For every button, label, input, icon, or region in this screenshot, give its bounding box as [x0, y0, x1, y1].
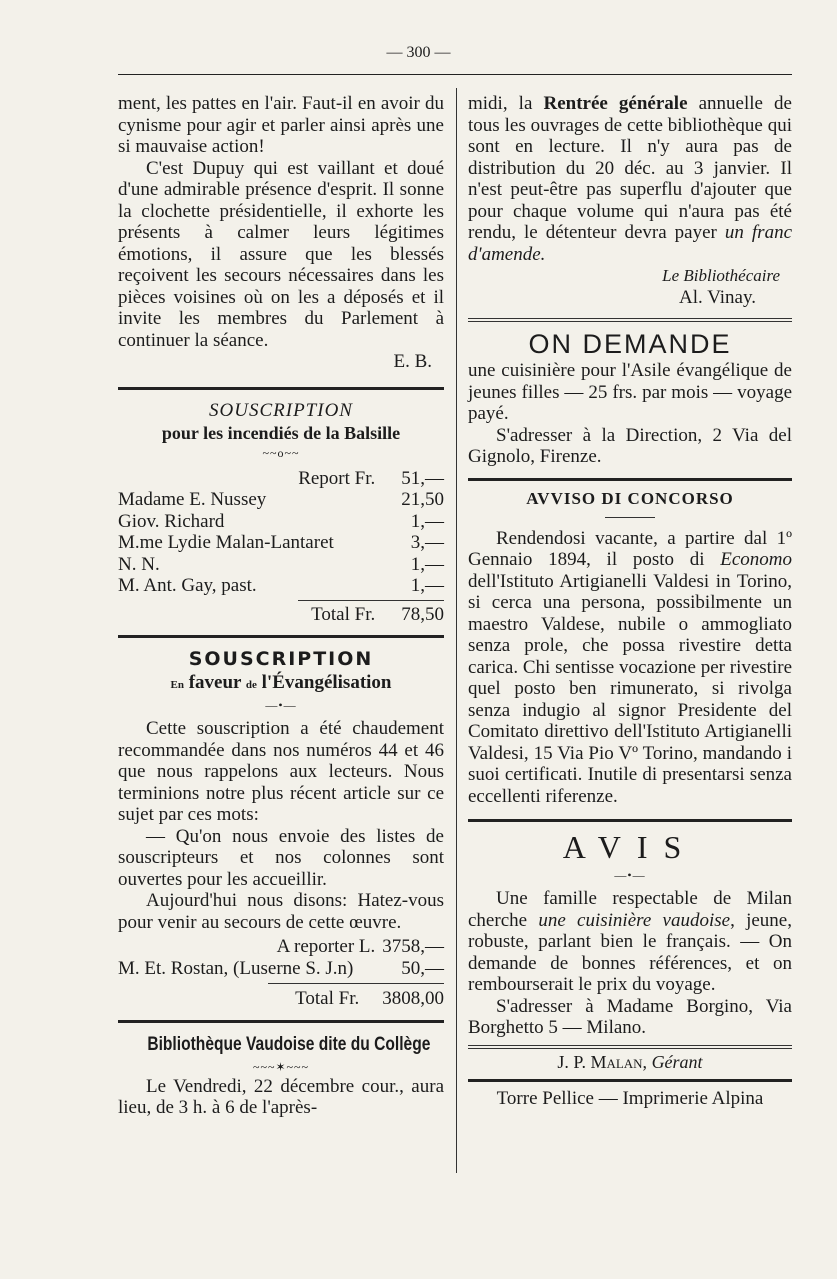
subscription-balsille [118, 400, 444, 626]
subscription-evangelisation [118, 646, 444, 1010]
report-label: A reporter L. [276, 936, 376, 957]
on-demande-text-2: S'adresser à la Direction, 2 Via del Gignolo, Firenze. [468, 424, 792, 467]
imprint: Torre Pellice — Imprimerie Alpina [496, 1088, 764, 1109]
report-value: 51,— [401, 467, 444, 489]
on-demande-title: ON DEMANDE [528, 329, 732, 359]
subscription-evangelisation-title: SOUSCRIPTION [188, 648, 374, 670]
subscription-evangelisation-subtitle [118, 672, 444, 696]
avis-notice [468, 828, 792, 1039]
total-label: Total Fr. [295, 988, 360, 1009]
donor-name: M.me Lydie Malan-Lantaret [118, 532, 334, 553]
subtitle-evangelisation: l'Évangélisation [261, 672, 392, 693]
avis-title: AVIS [562, 829, 698, 865]
avviso-text [468, 528, 792, 808]
gerant-name: J. P. Malan, [557, 1051, 648, 1072]
donor-list [118, 489, 444, 597]
left-column [118, 90, 444, 1119]
avviso-text-start: Rendendosi vacante, a partire dal 1º Gennaio 1894, il posto di [468, 527, 792, 570]
avviso-notice [468, 487, 792, 808]
donor-row [118, 532, 444, 554]
report-row [118, 936, 444, 958]
avviso-text-body: dell'Istituto Artigianelli Valdesi in Torino, si cerca una persona, possibilmente un maestro Valdese, nubile o ammogliato senza prole, che possa rivestire detta carica. Chi sentisse vocazione per rivestire quel posto ben rimunerato, si rivolga senza indugio al signor Presidente del Comitato direttivo dell'Istituto Artigianelli Valdesi, 15 Via Pio Vº Torino, mandando i suoi certificati. Inutile di presentarsi senza eccellenti riferenze. [468, 570, 792, 807]
donor-row [118, 554, 444, 576]
right-paragraph-1 [468, 93, 792, 265]
gerant-title: Gérant [651, 1051, 703, 1072]
ornament-divider: ~~o~~ [262, 445, 300, 460]
avis-text-2: S'adresser à Madame Borgino, Via Borghetto 5 — Milano. [468, 995, 792, 1038]
donor-name: M. Et. Rostan, (Luserne S. J.n) [118, 957, 354, 979]
divider-rule [468, 318, 792, 322]
para-bold: Rentrée générale [543, 93, 688, 114]
total-row [118, 988, 444, 1010]
para-body: annuelle de tous les ouvrages de cette bibliothèque qui sont en lecture. Il n'y aura pas de distribution du 20 déc. au 3 janvier. Il n'est peut-être pas superflu d'ajouter que pour chaque volume qui n'aura pas été rendu, le détenteur devra payer [468, 93, 792, 243]
librarian-title: Le Bibliothécaire [662, 266, 780, 285]
donor-row [118, 511, 444, 533]
donor-name: Giov. Richard [118, 510, 225, 532]
donor-row [118, 489, 444, 511]
ornament-divider: —•— [614, 868, 646, 882]
on-demande-text-1: une cuisinière pour l'Asile évangélique de jeunes filles — 25 frs. par mois — voyage payé. [468, 360, 792, 424]
donor-name: M. Ant. Gay, past. [118, 575, 257, 596]
total-label: Total Fr. [311, 603, 376, 625]
on-demande-notice [468, 328, 792, 468]
report-value: 3758,— [382, 936, 444, 957]
donor-amount: 3,— [410, 532, 444, 553]
subtitle-en: En [170, 679, 184, 691]
donor-row [118, 575, 444, 597]
divider-rule [468, 478, 792, 481]
divider-rule [118, 1020, 444, 1023]
donor-amount: 1,— [410, 575, 444, 596]
subtitle-faveur: faveur [188, 672, 242, 693]
evangelisation-paragraph-2: — Qu'on nous envoie des listes de souscripteurs et nos colonnes sont ouvertes pour les accueillir. [118, 825, 444, 890]
subscription-balsille-title: SOUSCRIPTION [209, 399, 353, 421]
para-italic: un franc d'amende. [468, 222, 792, 265]
report-label: Report Fr. [298, 467, 376, 489]
bibliotheque-title: Bibliothèque Vaudoise dite du Collège [147, 1033, 431, 1055]
bibliotheque-notice [118, 1033, 444, 1119]
sum-rule [298, 600, 444, 601]
avis-text-start: Une famille respectable de Milan cherche [468, 888, 792, 931]
avis-text-italic: une cuisinière vaudoise [538, 909, 731, 931]
right-column [468, 90, 792, 1110]
divider-rule [118, 387, 444, 390]
avis-text-body: , jeune, robuste, parlant bien le français. — On demande de bonnes références, et on rembourserait le prix du voyage. [468, 909, 792, 995]
donor-name: Madame E. Nussey [118, 489, 267, 510]
short-rule [605, 517, 655, 518]
divider-rule [468, 1079, 792, 1082]
donor-amount: 21,50 [401, 489, 444, 510]
sum-rule [268, 983, 444, 984]
page-number: — 300 — [386, 44, 451, 61]
avis-text-1 [468, 888, 792, 996]
divider-rule [468, 819, 792, 822]
evangelisation-paragraph-3: Aujourd'hui nous disons: Hatez-vous pour venir au secours de cette œuvre. [118, 890, 444, 933]
total-value: 3808,00 [382, 988, 444, 1009]
total-row [118, 604, 444, 626]
avviso-title: AVVISO DI CONCORSO [526, 488, 734, 508]
total-value: 78,50 [401, 603, 444, 625]
bibliotheque-text: Le Vendredi, 22 décembre cour., aura lieu, de 3 h. à 6 de l'après- [118, 1075, 444, 1118]
donor-row [118, 958, 444, 980]
donor-name: N. N. [118, 553, 160, 575]
divider-rule [118, 635, 444, 638]
left-paragraph-1: ment, les pattes en l'air. Faut-il en avoir du cynisme pour agir et parler ainsi après une si mauvaise action! [118, 93, 444, 157]
donor-amount: 1,— [410, 510, 444, 532]
left-paragraph-2: C'est Dupuy qui est vaillant et doué d'une admirable présence d'esprit. Il sonne la clochette présidentielle, il exhorte les présents à calmer leurs légitimes émotions, il assure que les blessés reçoivent les secours nécessaires dans les pièces voisines où on les a déposés et il invite les membres du Parlement à continuer la séance. [118, 157, 444, 351]
report-row [118, 468, 444, 490]
para-start: midi, la [468, 93, 533, 114]
donor-amount: 50,— [401, 957, 444, 979]
subscription-balsille-subtitle: pour les incendiés de la Balsille [161, 422, 401, 443]
left-signature: E. B. [393, 351, 432, 372]
ornament-divider: —•— [265, 698, 297, 712]
subtitle-de: de [245, 679, 257, 691]
evangelisation-paragraph-1: Cette souscription a été chaudement recommandée dans nos numéros 44 et 46 que nous rappelons aux lecteurs. Nous terminions notre plus récent article sur ce sujet par ces mots: [118, 718, 444, 825]
avviso-text-italic: Economo [720, 549, 792, 570]
column-divider [456, 88, 457, 1173]
ornament-divider: ~~~✶~~~ [252, 1059, 309, 1074]
top-rule [118, 74, 792, 75]
librarian-name: Al. Vinay. [679, 286, 756, 308]
divider-rule [468, 1045, 792, 1049]
donor-amount: 1,— [410, 553, 444, 575]
gerant-line [468, 1052, 792, 1074]
